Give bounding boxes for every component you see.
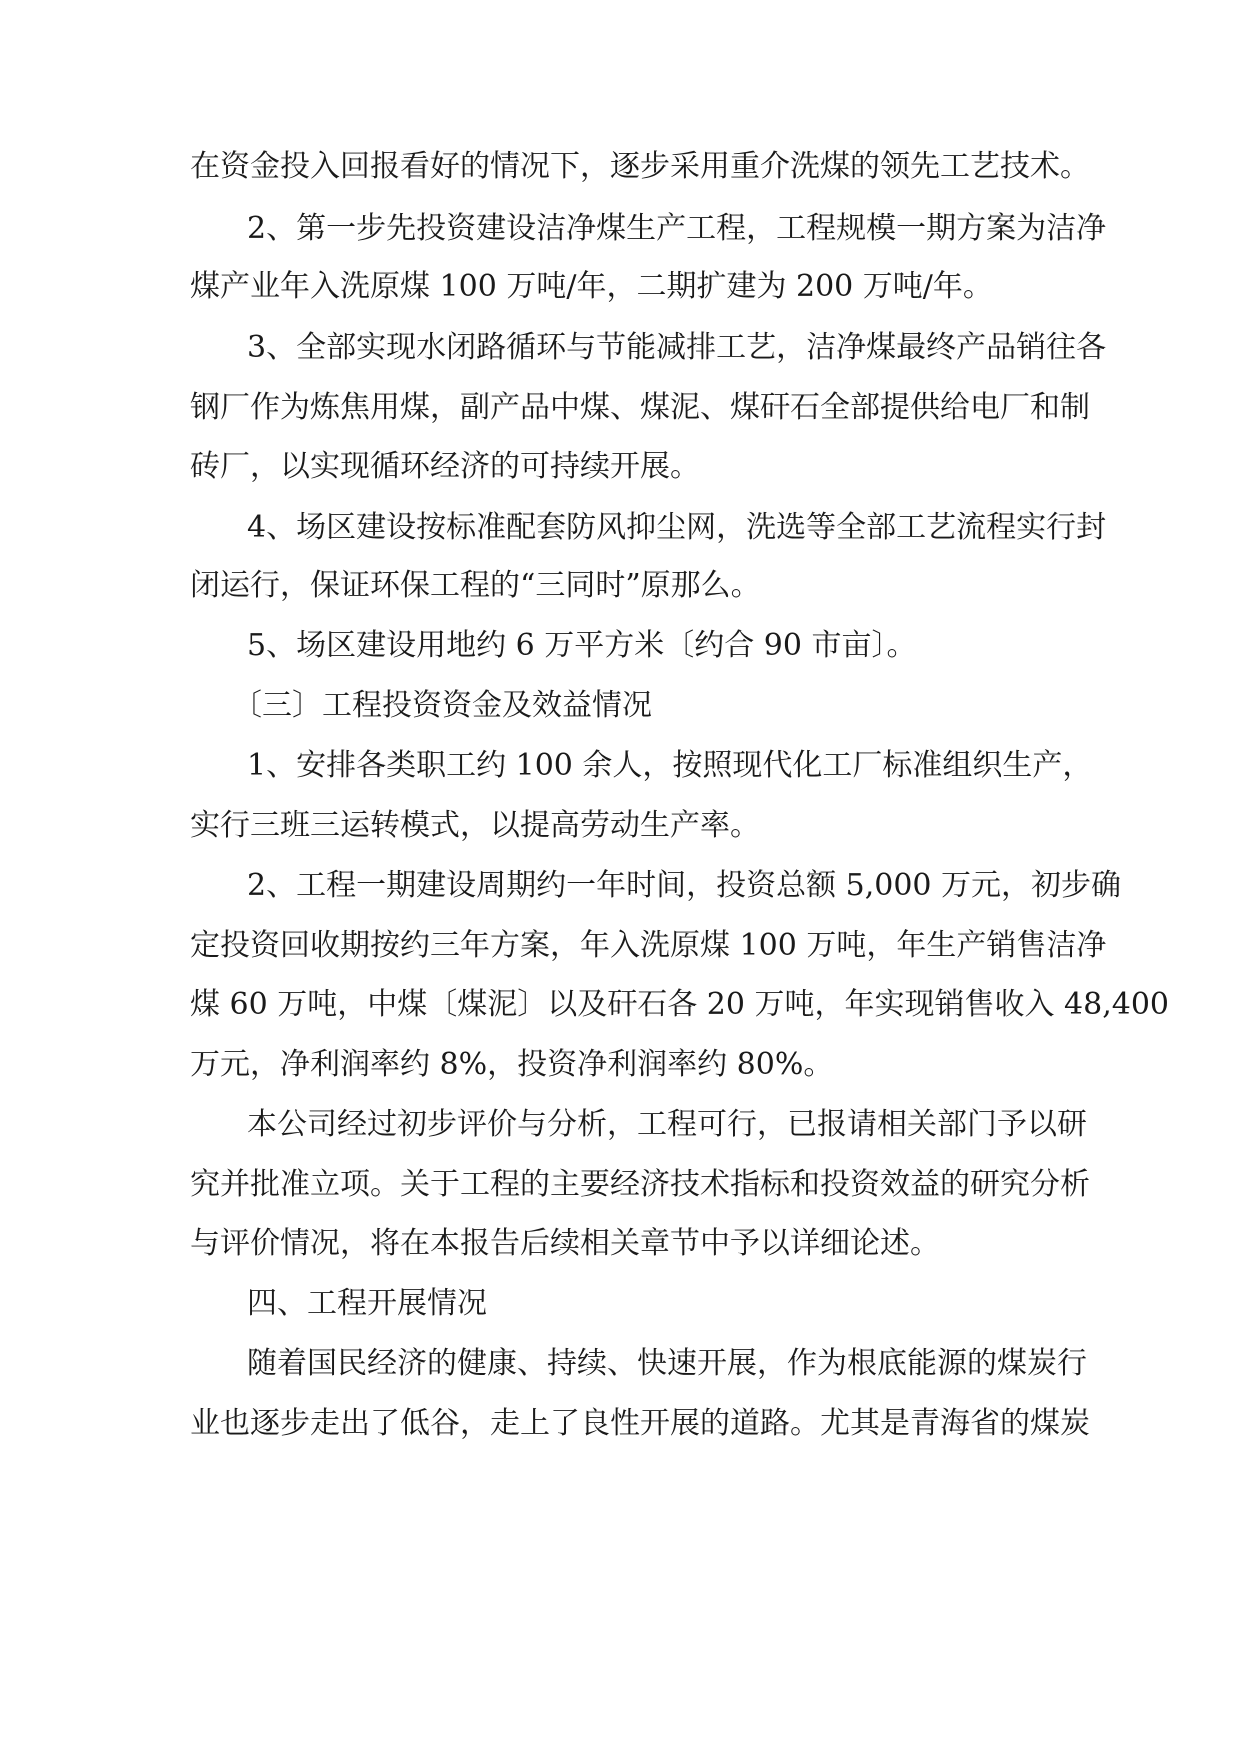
text-line: 业也逐步走出了低谷，走上了良性开展的道路。尤其是青海省的煤炭 <box>190 1406 1090 1441</box>
text-line: 与评价情况，将在本报告后续相关章节中予以详细论述。 <box>190 1226 940 1261</box>
text-line: 5、场区建设用地约 6 万平方米〔约合 90 市亩〕。 <box>247 628 917 663</box>
text-line: 1、安排各类职工约 100 余人，按照现代化工厂标准组织生产， <box>247 748 1093 783</box>
text-line: 实行三班三运转模式，以提高劳动生产率。 <box>190 808 760 843</box>
section-heading: 〔三〕工程投资资金及效益情况 <box>232 688 652 723</box>
text-line: 煤 60 万吨，中煤〔煤泥〕以及矸石各 20 万吨，年实现销售收入 48,400 <box>190 987 1169 1022</box>
text-line: 砖厂，以实现循环经济的可持续开展。 <box>190 449 700 484</box>
text-line: 闭运行，保证环保工程的“三同时”原那么。 <box>190 568 761 603</box>
text-line: 定投资回收期按约三年方案，年入洗原煤 100 万吨，年生产销售洁净 <box>190 928 1107 963</box>
text-line: 钢厂作为炼焦用煤，副产品中煤、煤泥、煤矸石全部提供给电厂和制 <box>190 390 1090 425</box>
text-line: 2、第一步先投资建设洁净煤生产工程，工程规模一期方案为洁净 <box>247 211 1107 246</box>
text-line: 4、场区建设按标准配套防风抑尘网，洗选等全部工艺流程实行封 <box>247 510 1107 545</box>
text-line: 万元，净利润率约 8%，投资净利润率约 80%。 <box>190 1047 834 1082</box>
text-line: 3、全部实现水闭路循环与节能减排工艺，洁净煤最终产品销往各 <box>247 330 1107 365</box>
text-line: 究并批准立项。关于工程的主要经济技术指标和投资效益的研究分析 <box>190 1167 1090 1202</box>
text-line: 煤产业年入洗原煤 100 万吨/年，二期扩建为 200 万吨/年。 <box>190 269 993 304</box>
text-line: 随着国民经济的健康、持续、快速开展，作为根底能源的煤炭行 <box>247 1346 1087 1381</box>
text-line: 本公司经过初步评价与分析，工程可行，已报请相关部门予以研 <box>247 1107 1087 1142</box>
section-heading: 四、工程开展情况 <box>247 1286 487 1321</box>
text-line: 在资金投入回报看好的情况下，逐步采用重介洗煤的领先工艺技术。 <box>190 149 1090 184</box>
text-line: 2、工程一期建设周期约一年时间，投资总额 5,000 万元，初步确 <box>247 868 1122 903</box>
